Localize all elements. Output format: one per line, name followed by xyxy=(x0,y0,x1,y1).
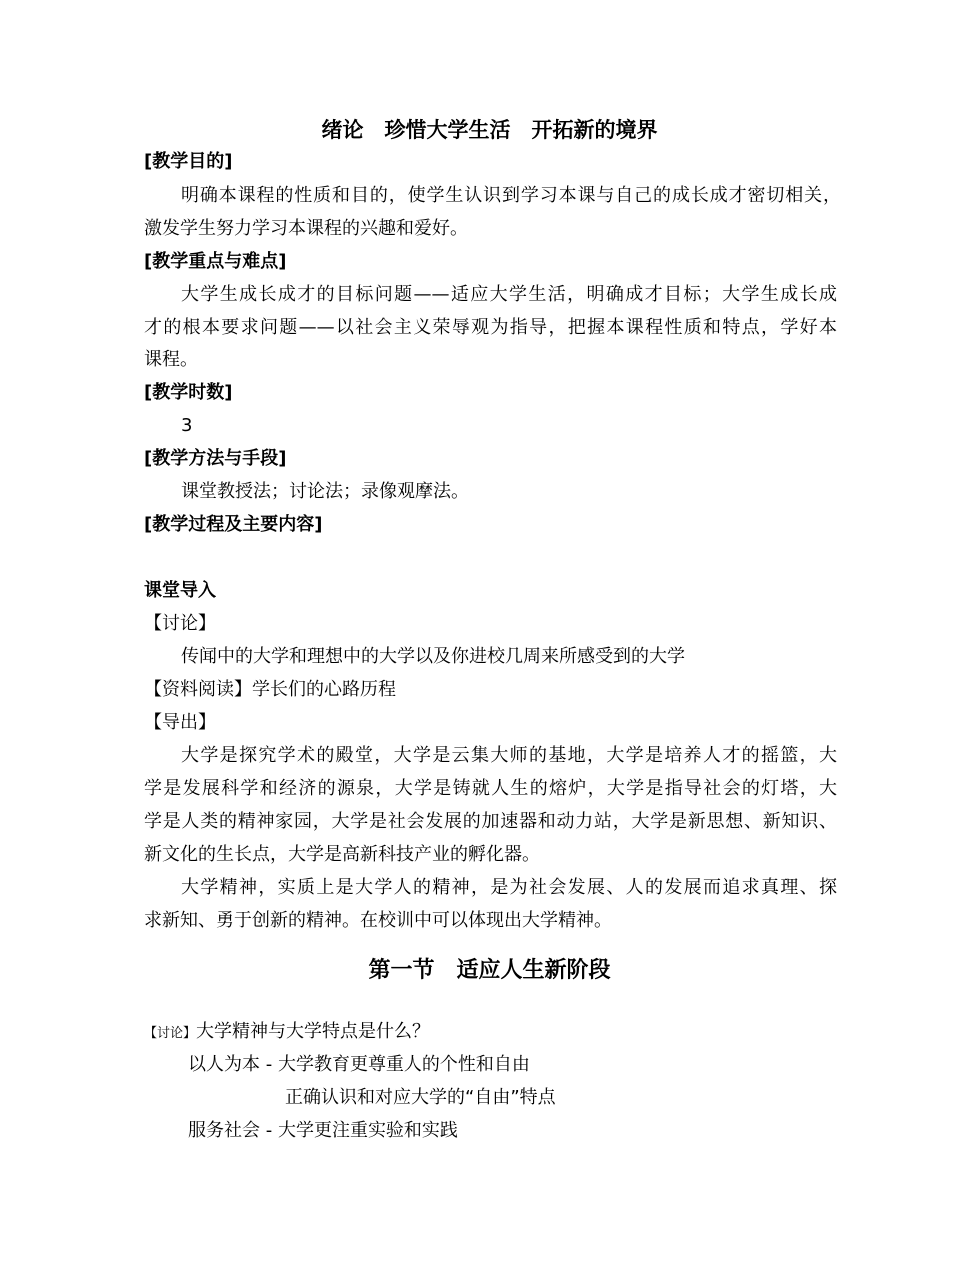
section-title: 第一节 适应人生新阶段 xyxy=(368,957,611,983)
list-item-people-oriented: 以人为本 - 大学教育更尊重人的个性和自由 xyxy=(188,1054,530,1075)
heading-teaching-hours: [教学时数] xyxy=(144,382,233,403)
paragraph1-line-2: 学是发展科学和经济的源泉，大学是铸就人生的熔炉，大学是指导社会的灯塔，大 xyxy=(144,778,837,799)
class-intro-heading: 课堂导入 xyxy=(144,580,216,601)
export-label: 【导出】 xyxy=(144,712,216,733)
goal-line-2: 激发学生努力学习本课程的兴趣和爱好。 xyxy=(144,218,468,239)
heading-teaching-process: [教学过程及主要内容] xyxy=(144,514,323,535)
heading-key-points: [教学重点与难点] xyxy=(144,251,287,272)
list-item-people-oriented-sub: 正确认识和对应大学的“自由”特点 xyxy=(285,1087,556,1108)
teaching-hours-value: 3 xyxy=(181,415,193,436)
paragraph1-line-3: 学是人类的精神家园，大学是社会发展的加速器和动力站，大学是新思想、新知识、 xyxy=(144,811,837,832)
goal-line-1: 明确本课程的性质和目的，使学生认识到学习本课与自己的成长成才密切相关， xyxy=(181,185,841,206)
paragraph2-line-1: 大学精神，实质上是大学人的精神，是为社会发展、人的发展而追求真理、探 xyxy=(181,877,837,898)
key-line-3: 课程。 xyxy=(144,349,198,370)
question-line xyxy=(144,1020,430,1046)
paragraph2-line-2: 求新知、勇于创新的精神。在校训中可以体现出大学精神。 xyxy=(144,910,612,931)
discussion-label: 【讨论】 xyxy=(144,613,216,634)
teaching-method-text: 课堂教授法；讨论法；录像观摩法。 xyxy=(181,481,469,502)
paragraph1-line-4: 新文化的生长点，大学是高新科技产业的孵化器。 xyxy=(144,844,540,865)
chapter-title: 绪论 珍惜大学生活 开拓新的境界 xyxy=(321,117,658,142)
question-label: 【讨论】 xyxy=(144,1026,197,1041)
key-line-2: 才的根本要求问题——以社会主义荣辱观为指导，把握本课程性质和特点，学好本 xyxy=(144,317,837,338)
question-text: 大学精神与大学特点是什么？ xyxy=(196,1021,431,1042)
list-item-serve-society: 服务社会 - 大学更注重实验和实践 xyxy=(188,1120,458,1141)
discussion-text: 传闻中的大学和理想中的大学以及你进校几周来所感受到的大学 xyxy=(181,646,685,667)
heading-teaching-method: [教学方法与手段] xyxy=(144,448,287,469)
heading-teaching-goal: [教学目的] xyxy=(144,151,233,172)
reading-line: 【资料阅读】学长们的心路历程 xyxy=(144,679,396,700)
key-line-1: 大学生成长成才的目标问题——适应大学生活，明确成才目标；大学生成长成 xyxy=(181,284,837,305)
paragraph1-line-1: 大学是探究学术的殿堂，大学是云集大师的基地，大学是培养人才的摇篮，大 xyxy=(181,745,837,766)
